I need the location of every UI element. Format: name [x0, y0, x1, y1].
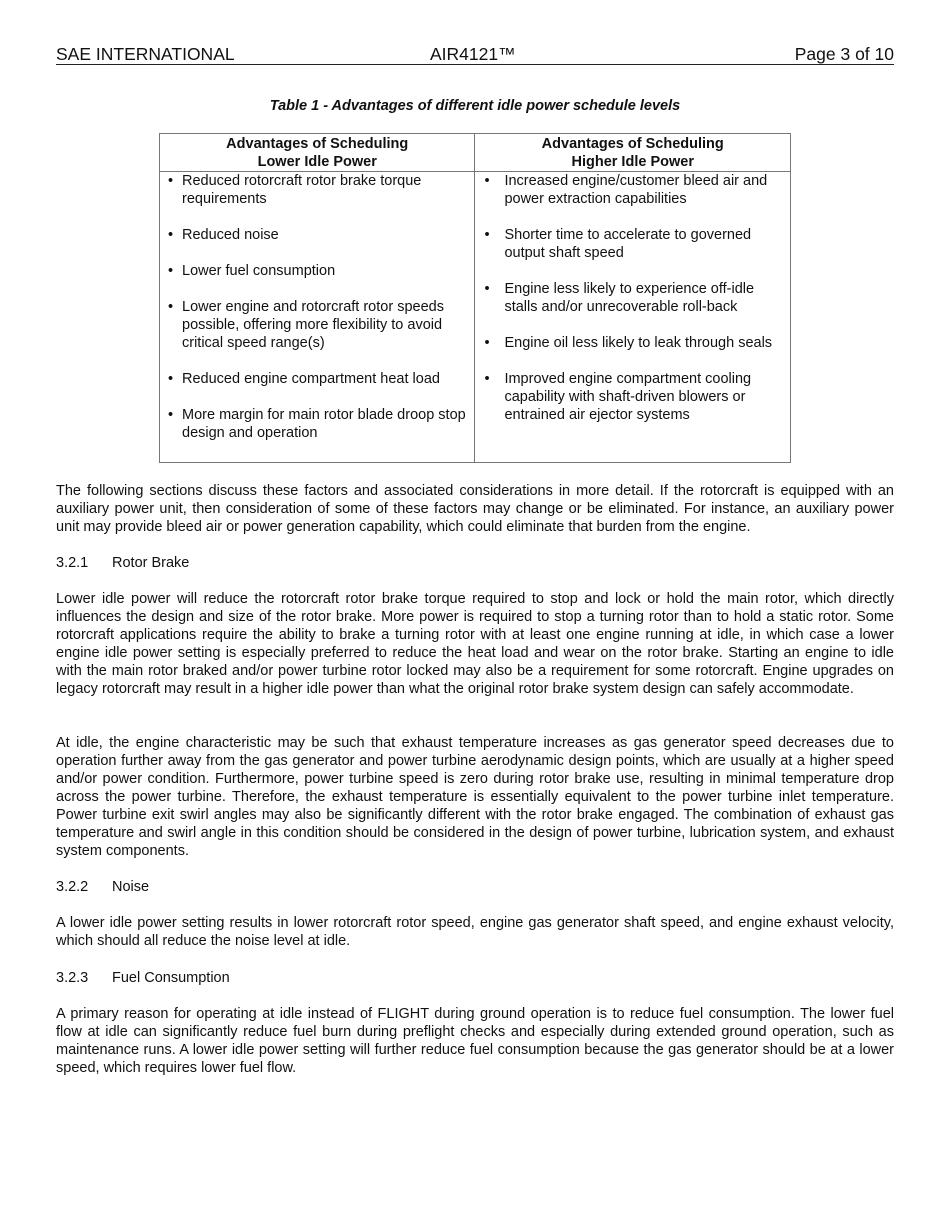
table-caption: Table 1 - Advantages of different idle power schedule levels	[269, 98, 681, 114]
lower-idle-advantages-list	[160, 172, 474, 442]
section-number: 3.2.2	[56, 879, 89, 895]
column-header-higher-idle	[475, 134, 791, 172]
publisher-name: SAE INTERNATIONAL	[56, 44, 235, 64]
section-heading-rotor-brake	[56, 554, 189, 572]
list-item: • Engine oil less likely to leak through seals	[475, 334, 790, 352]
section-heading-fuel-consumption	[56, 969, 230, 987]
section-title: Noise	[112, 879, 150, 895]
column-header-lower-idle	[160, 134, 475, 172]
rotor-brake-paragraph-2: At idle, the engine characteristic may be such that exhaust temperature increases as gas generator speed decreases due to operation further away from the gas generator and power turbine aerodynamic design points, which are usually at a higher speed and/or power condition. Furthermore, power turbine speed is zero during rotor brake use, resulting in minimal temperature drop across the power turbine. Therefore, the exhaust temperature is essentially equivalent to the power turbine inlet temperature. Power turbine exit swirl angles may also be significantly different with the rotor brake engaged. The combination of exhaust gas temperature and swirl angle in this condition should be considered in the design of power turbine, lubrication system, and exhaust system components.	[56, 735, 894, 859]
section-number: 3.2.3	[56, 970, 89, 986]
list-item: • Lower engine and rotorcraft rotor speeds possible, offering more flexibility to avoid critical speed range(s)	[160, 298, 474, 352]
column-header-line: Advantages of Scheduling	[541, 136, 724, 152]
list-item: • Shorter time to accelerate to governed output shaft speed	[475, 226, 790, 262]
column-header-line: Higher Idle Power	[571, 154, 694, 170]
document-number: AIR4121™	[430, 44, 516, 64]
list-item: • Increased engine/customer bleed air and power extraction capabilities	[475, 172, 790, 208]
section-title: Rotor Brake	[112, 555, 190, 571]
section-number: 3.2.1	[56, 555, 89, 571]
column-header-line: Advantages of Scheduling	[226, 136, 409, 152]
section-heading-noise	[56, 878, 149, 896]
list-item: • Reduced rotorcraft rotor brake torque requirements	[160, 172, 474, 208]
noise-paragraph: A lower idle power setting results in lower rotorcraft rotor speed, engine gas generator shaft speed, and engine exhaust velocity, which should all reduce the noise level at idle.	[56, 915, 894, 949]
intro-paragraph: The following sections discuss these factors and associated considerations in more detail. If the rotorcraft is equipped with an auxiliary power unit, then consideration of some of these factors may change or be eliminated. For instance, an auxiliary power unit may provide bleed air or power generation capability, which could eliminate that burden from the engine.	[56, 483, 894, 535]
advantages-table	[159, 133, 791, 463]
fuel-consumption-paragraph: A primary reason for operating at idle instead of FLIGHT during ground operation is to reduce fuel consumption. The lower fuel flow at idle can significantly reduce fuel burn during preflight checks and especially during extended ground operation, such as maintenance runs. A lower idle power setting will further reduce fuel consumption because the gas generator should be at a lower speed, which requires lower fuel flow.	[56, 1006, 894, 1076]
higher-idle-advantages-cell	[475, 172, 791, 463]
list-item: • Reduced noise	[160, 226, 474, 244]
page-header	[56, 44, 894, 65]
list-item: • Engine less likely to experience off-idle stalls and/or unrecoverable roll-back	[475, 280, 790, 316]
section-title: Fuel Consumption	[112, 970, 230, 986]
page-number: Page 3 of 10	[794, 44, 894, 64]
column-header-line: Lower Idle Power	[257, 154, 377, 170]
list-item: • More margin for main rotor blade droop stop design and operation	[160, 406, 474, 442]
rotor-brake-paragraph-1: Lower idle power will reduce the rotorcraft rotor brake torque required to stop and lock or hold the main rotor, which directly influences the design and size of the rotor brake. More power is required to stop a turning rotor than to hold a static rotor. Some rotorcraft applications require the ability to brake a turning rotor with at least one engine running at idle, in which case a lower engine idle power setting is especially preferred to reduce the heat load and wear on the rotor brake. Starting an engine to idle with the main rotor braked and/or power turbine rotor locked may also be a requirement for some rotorcraft. Engine upgrades on legacy rotorcraft may result in a higher idle power than what the original rotor brake system design can safely accommodate.	[56, 591, 894, 697]
list-item: • Reduced engine compartment heat load	[160, 370, 474, 388]
list-item: • Improved engine compartment cooling capability with shaft-driven blowers or entrained air ejector systems	[475, 370, 790, 424]
lower-idle-advantages-cell	[160, 172, 475, 463]
higher-idle-advantages-list	[475, 172, 790, 424]
list-item: • Lower fuel consumption	[160, 262, 474, 280]
